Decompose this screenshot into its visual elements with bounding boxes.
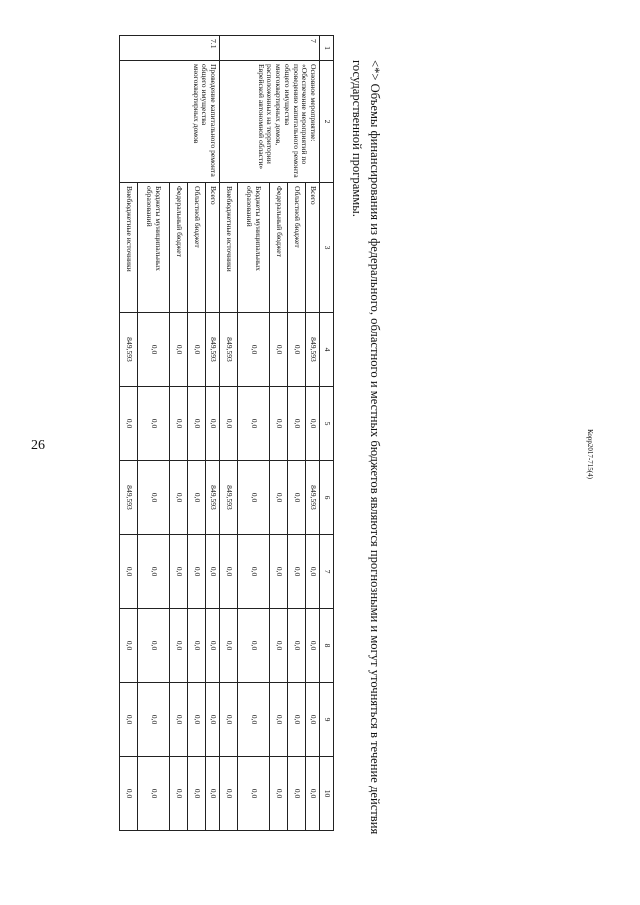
funding-source-cell: Областной бюджет — [288, 183, 306, 313]
header-cell: 8 — [320, 609, 334, 683]
value-cell: 0,0 — [238, 313, 270, 387]
value-cell: 0,0 — [220, 683, 238, 757]
table-row — [306, 36, 320, 831]
value-cell: 0,0 — [206, 387, 220, 461]
value-cell: 0,0 — [238, 535, 270, 609]
value-cell: 849,593 — [206, 313, 220, 387]
value-cell: 0,0 — [220, 609, 238, 683]
funding-source-cell: Внебюджетные источники — [120, 183, 138, 313]
value-cell: 0,0 — [206, 683, 220, 757]
value-cell: 0,0 — [270, 683, 288, 757]
value-cell: 0,0 — [206, 757, 220, 831]
header-cell: 6 — [320, 461, 334, 535]
row-number-cell: 7 — [220, 36, 320, 61]
funding-source-cell: Федеральный бюджет — [270, 183, 288, 313]
value-cell: 0,0 — [288, 683, 306, 757]
value-cell: 0,0 — [238, 683, 270, 757]
funding-source-cell: Внебюджетные источники — [220, 183, 238, 313]
value-cell: 0,0 — [288, 609, 306, 683]
header-cell: 5 — [320, 387, 334, 461]
value-cell: 0,0 — [288, 387, 306, 461]
value-cell: 0,0 — [238, 757, 270, 831]
value-cell: 849,593 — [220, 313, 238, 387]
value-cell: 0,0 — [138, 757, 170, 831]
value-cell: 0,0 — [120, 535, 138, 609]
value-cell: 0,0 — [138, 535, 170, 609]
funding-source-cell: Федеральный бюджет — [170, 183, 188, 313]
value-cell: 0,0 — [270, 461, 288, 535]
value-cell: 0,0 — [288, 313, 306, 387]
value-cell: 849,593 — [306, 313, 320, 387]
header-cell: 1 — [320, 36, 334, 61]
funding-source-cell: Бюджеты муниципальных образований — [138, 183, 170, 313]
value-cell: 0,0 — [238, 387, 270, 461]
funding-source-cell: Всего — [306, 183, 320, 313]
header-cell: 9 — [320, 683, 334, 757]
value-cell: 0,0 — [138, 313, 170, 387]
value-cell: 0,0 — [306, 387, 320, 461]
value-cell: 0,0 — [206, 535, 220, 609]
header-cell: 7 — [320, 535, 334, 609]
header-cell: 4 — [320, 313, 334, 387]
value-cell: 0,0 — [188, 609, 206, 683]
table-header-row — [320, 36, 334, 831]
header-cell: 2 — [320, 61, 334, 183]
value-cell: 0,0 — [306, 757, 320, 831]
value-cell: 0,0 — [188, 683, 206, 757]
value-cell: 849,593 — [306, 461, 320, 535]
value-cell: 0,0 — [138, 609, 170, 683]
value-cell: 0,0 — [170, 461, 188, 535]
funding-source-cell: Бюджеты муниципальных образований — [238, 183, 270, 313]
value-cell: 0,0 — [170, 387, 188, 461]
value-cell: 0,0 — [270, 313, 288, 387]
measure-name-cell: Проведение капитального ремонта общего имущества многоквартирных домов — [120, 61, 220, 183]
value-cell: 0,0 — [120, 683, 138, 757]
value-cell: 0,0 — [306, 609, 320, 683]
value-cell: 0,0 — [138, 683, 170, 757]
measure-name-cell: Основное мероприятие: «Обеспечение мероприятий по проведению капитального ремонта общего имущества многоквартирных домов, расположенных на территории Еврейской автономной области» — [220, 61, 320, 183]
table-row — [206, 36, 220, 831]
value-cell: 0,0 — [220, 757, 238, 831]
value-cell: 0,0 — [270, 609, 288, 683]
value-cell: 0,0 — [288, 757, 306, 831]
value-cell: 0,0 — [170, 609, 188, 683]
value-cell: 0,0 — [306, 535, 320, 609]
value-cell: 849,593 — [220, 461, 238, 535]
value-cell: 0,0 — [120, 757, 138, 831]
funding-table — [119, 35, 334, 831]
value-cell: 0,0 — [220, 387, 238, 461]
funding-source-cell: Областной бюджет — [188, 183, 206, 313]
page-number: 26 — [31, 438, 45, 453]
value-cell: 0,0 — [270, 757, 288, 831]
header-cell: 10 — [320, 757, 334, 831]
value-cell: 0,0 — [138, 387, 170, 461]
value-cell: 0,0 — [220, 535, 238, 609]
value-cell: 0,0 — [188, 387, 206, 461]
value-cell: 849,593 — [120, 461, 138, 535]
value-cell: 0,0 — [288, 535, 306, 609]
value-cell: 0,0 — [206, 609, 220, 683]
table-body — [120, 36, 320, 831]
value-cell: 0,0 — [238, 609, 270, 683]
value-cell: 0,0 — [170, 313, 188, 387]
value-cell: 0,0 — [238, 461, 270, 535]
value-cell: 0,0 — [270, 387, 288, 461]
value-cell: 0,0 — [170, 683, 188, 757]
value-cell: 849,593 — [120, 313, 138, 387]
footer-code: Корр2017-715(4) — [586, 429, 594, 479]
value-cell: 0,0 — [170, 535, 188, 609]
rotated-table-wrapper — [74, 35, 334, 830]
value-cell: 0,0 — [188, 535, 206, 609]
value-cell: 849,593 — [206, 461, 220, 535]
funding-source-cell: Всего — [206, 183, 220, 313]
value-cell: 0,0 — [120, 609, 138, 683]
value-cell: 0,0 — [306, 683, 320, 757]
value-cell: 0,0 — [120, 387, 138, 461]
value-cell: 0,0 — [188, 313, 206, 387]
value-cell: 0,0 — [188, 757, 206, 831]
value-cell: 0,0 — [270, 535, 288, 609]
row-number-cell: 7.1 — [120, 36, 220, 61]
footnote: <*> Объемы финансирования из федерального, областного и местных бюджетов являются прогнозными и могут уточняться в течение действия государственной программы. — [350, 60, 382, 835]
value-cell: 0,0 — [138, 461, 170, 535]
value-cell: 0,0 — [170, 757, 188, 831]
header-cell: 3 — [320, 183, 334, 313]
value-cell: 0,0 — [288, 461, 306, 535]
value-cell: 0,0 — [188, 461, 206, 535]
